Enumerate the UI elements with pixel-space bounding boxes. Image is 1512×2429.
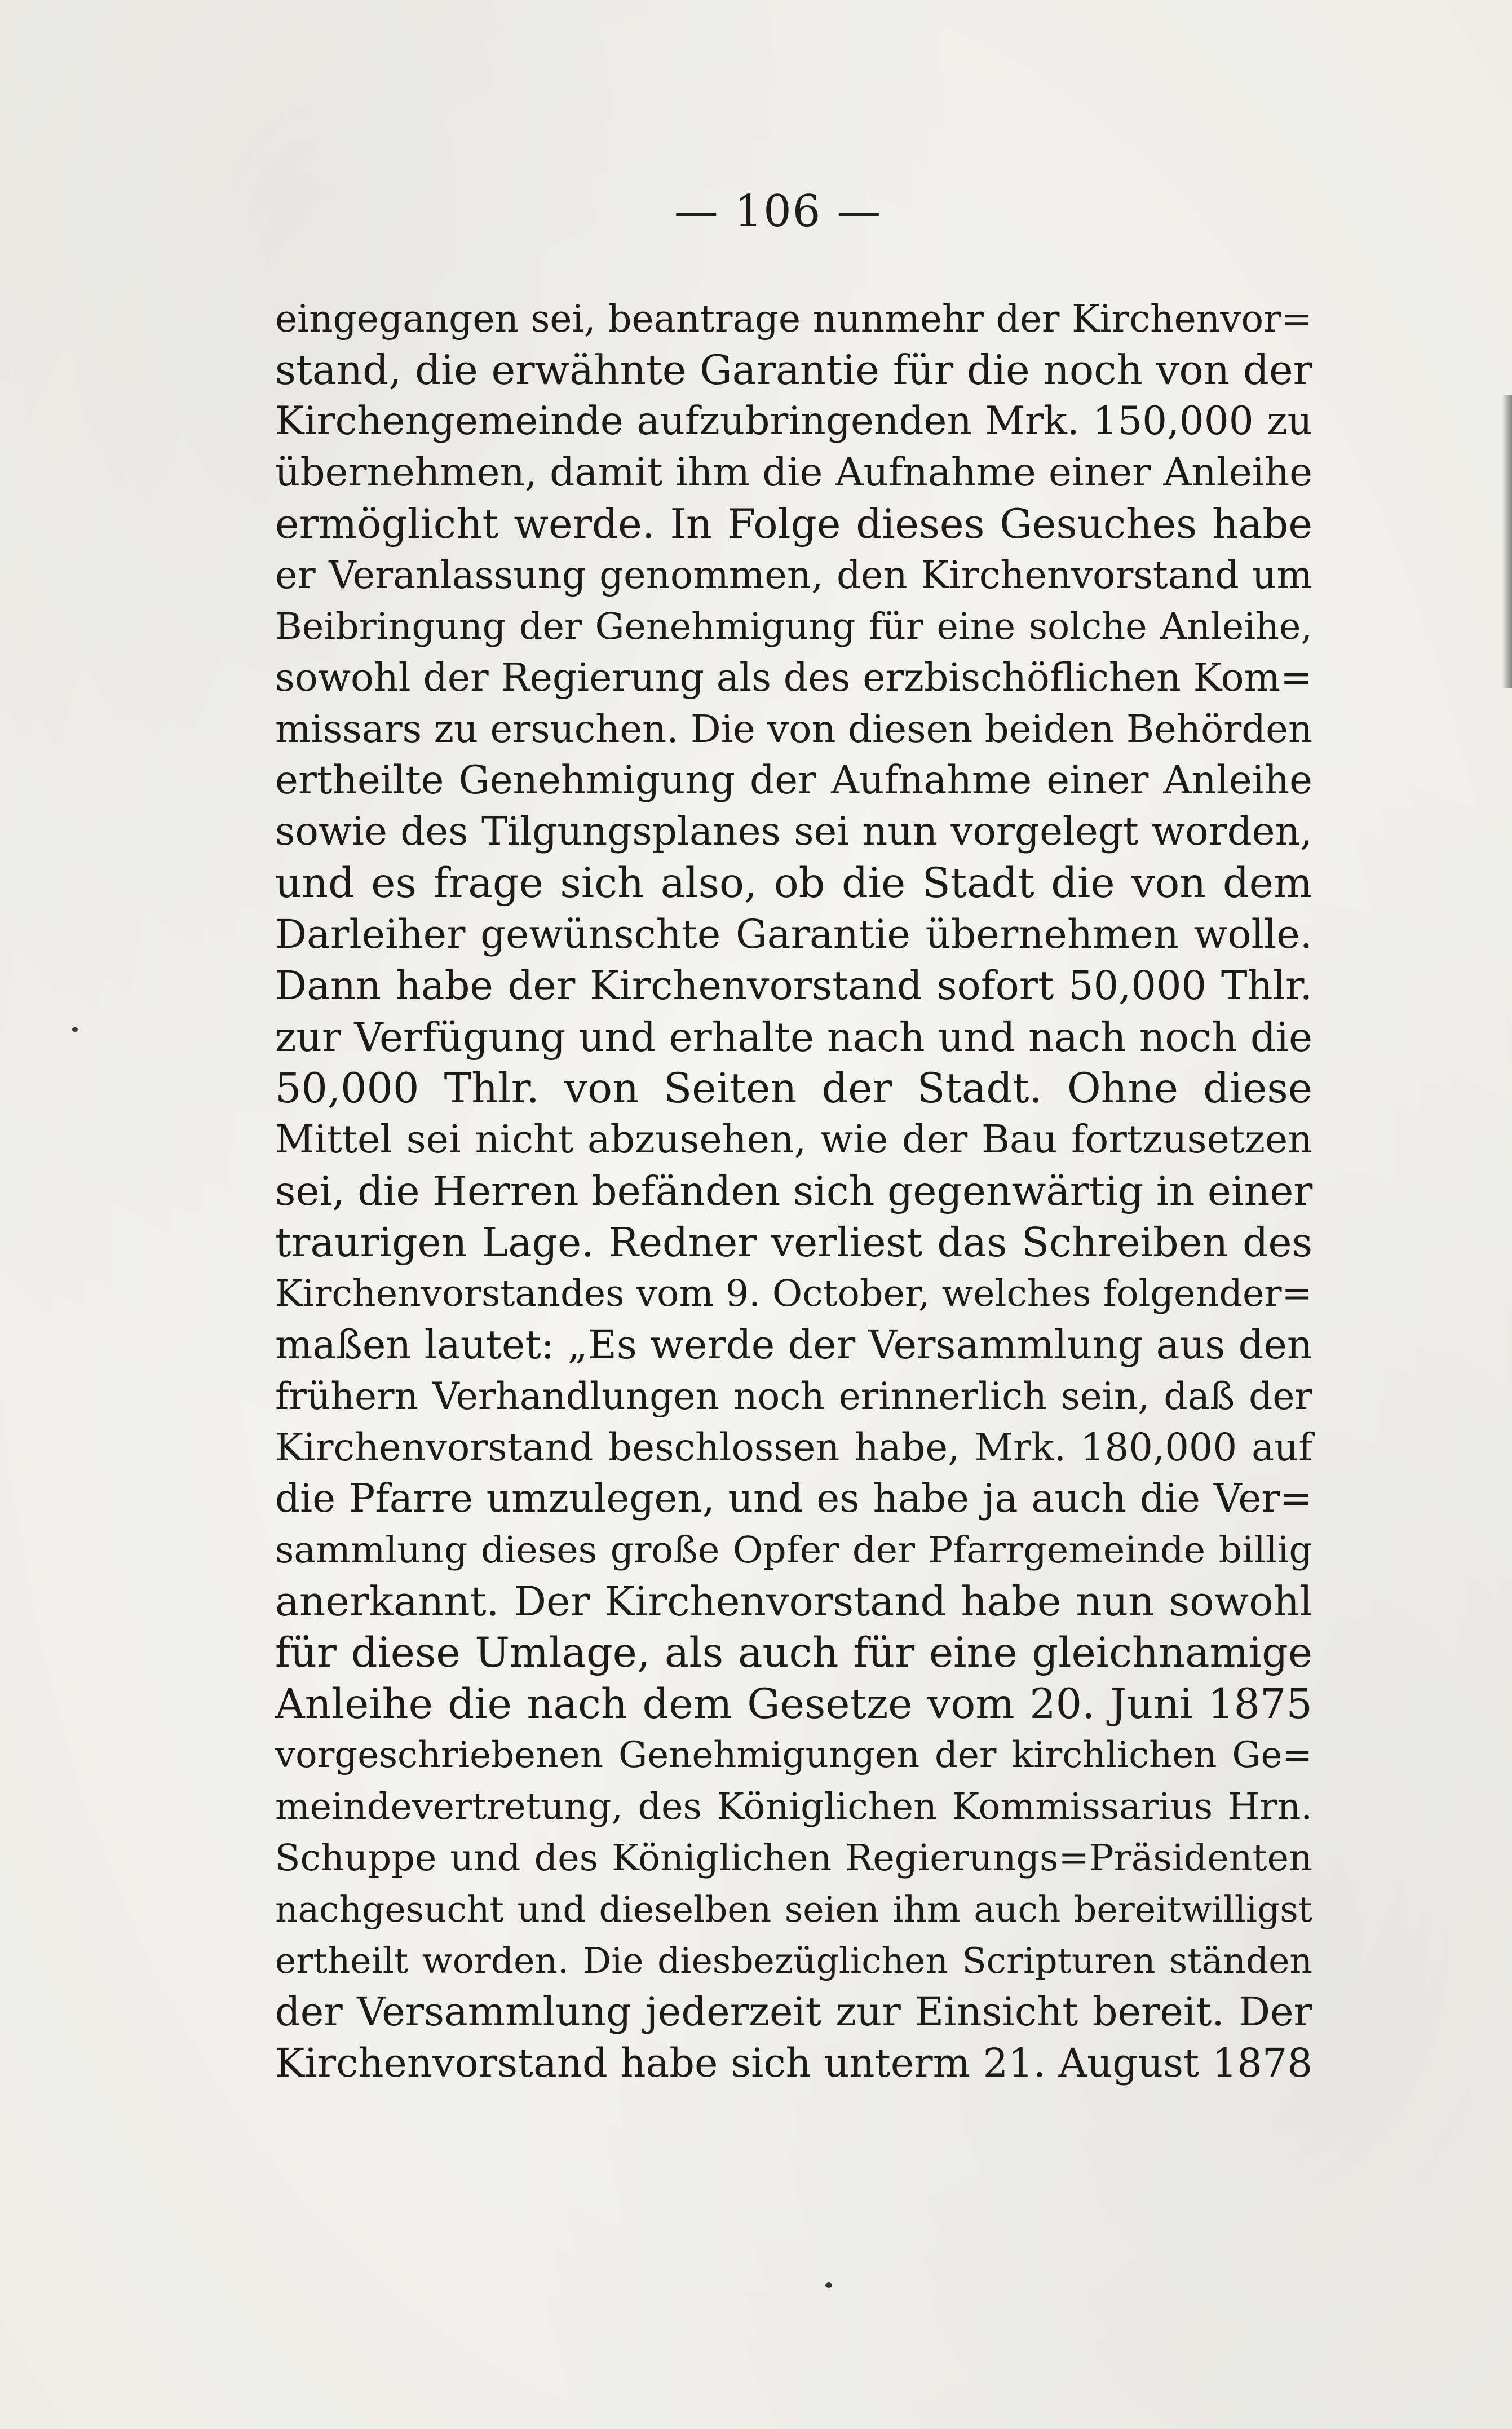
text-line: nachgesucht und dieselben seien ihm auch bereitwilligst [275,1889,1312,1930]
text-line: Kirchenvorstand habe sich unterm 21. August 1878 [275,2040,1312,2086]
text-line: zur Verfügung und erhalte nach und nach noch die [275,1014,1312,1061]
text-line: sei, die Herren befänden sich gegenwärtig in einer [275,1168,1313,1214]
text-line: vorgeschriebenen Genehmigungen der kirchlichen Ge= [275,1734,1312,1776]
text-line: er Veranlassung genommen, den Kirchenvorstand um [275,553,1312,597]
text-line: anerkannt. Der Kirchenvorstand habe nun sowohl [275,1578,1312,1625]
text-line: Darleiher gewünschte Garantie übernehmen wolle. [275,911,1312,957]
text-line: Mittel sei nicht abzusehen, wie der Bau fortzusetzen [275,1118,1312,1162]
text-line: Schuppe und des Königlichen Regierungs=Präsidenten [275,1837,1312,1879]
text-line: 50,000 Thlr. von Seiten der Stadt. Ohne diese [275,1065,1312,1112]
text-line: für diese Umlage, als auch für eine gleichnamige [275,1629,1312,1677]
text-line: übernehmen, damit ihm die Aufnahme einer Anleihe [275,450,1312,495]
text-line: ertheilte Genehmigung der Aufnahme einer Anleihe [275,758,1312,803]
text-line: stand, die erwähnte Garantie für die noch von der [275,346,1312,394]
text-line: traurigen Lage. Redner verliest das Schreiben des [275,1219,1312,1266]
text-line: ertheilt worden. Die diesbezüglichen Scripturen ständen [275,1940,1312,1981]
text-line: frühern Verhandlungen noch erinnerlich sein, daß der [275,1375,1312,1418]
text-line: Kirchenvorstand beschlossen habe, Mrk. 180,000 auf [275,1425,1312,1469]
text-line: missars zu ersuchen. Die von diesen beiden Behörden [275,707,1312,751]
text-line: die Pfarre umzulegen, und es habe ja auch die Ver= [275,1476,1312,1521]
text-line: sowohl der Regierung als des erzbischöflichen Kom= [275,656,1312,700]
body-text [275,293,1312,2089]
text-line: der Versammlung jederzeit zur Einsicht bereit. Der [275,1989,1312,2035]
text-line: sowie des Tilgungsplanes sei nun vorgelegt worden, [275,809,1312,854]
text-line: eingegangen sei, beantrage nunmehr der Kirchenvor= [275,297,1312,341]
text-line: Anleihe die nach dem Gesetze vom 20. Juni 1875 [275,1680,1312,1728]
text-line: Kirchenvorstandes vom 9. October, welches folgender= [275,1273,1312,1315]
text-line: meindevertretung, des Königlichen Kommissarius Hrn. [275,1786,1312,1828]
page-edge-shadow [1502,395,1512,688]
text-line: Dann habe der Kirchenvorstand sofort 50,000 Thlr. [275,962,1312,1009]
text-line: maßen lautet: „Es werde der Versammlung aus den [275,1322,1312,1368]
text-line: sammlung dieses große Opfer der Pfarrgemeinde billig [275,1529,1312,1571]
ink-speck [825,2282,832,2288]
page-number: — 106 — [674,186,882,237]
text-line: ermöglicht werde. In Folge dieses Gesuches habe [275,500,1312,547]
text-line: und es frage sich also, ob die Stadt die von dem [275,859,1312,907]
ink-speck [72,1027,78,1032]
text-line: Beibringung der Genehmigung für eine solche Anleihe, [275,606,1312,648]
text-line: Kirchengemeinde aufzubringenden Mrk. 150,000 zu [275,399,1312,444]
